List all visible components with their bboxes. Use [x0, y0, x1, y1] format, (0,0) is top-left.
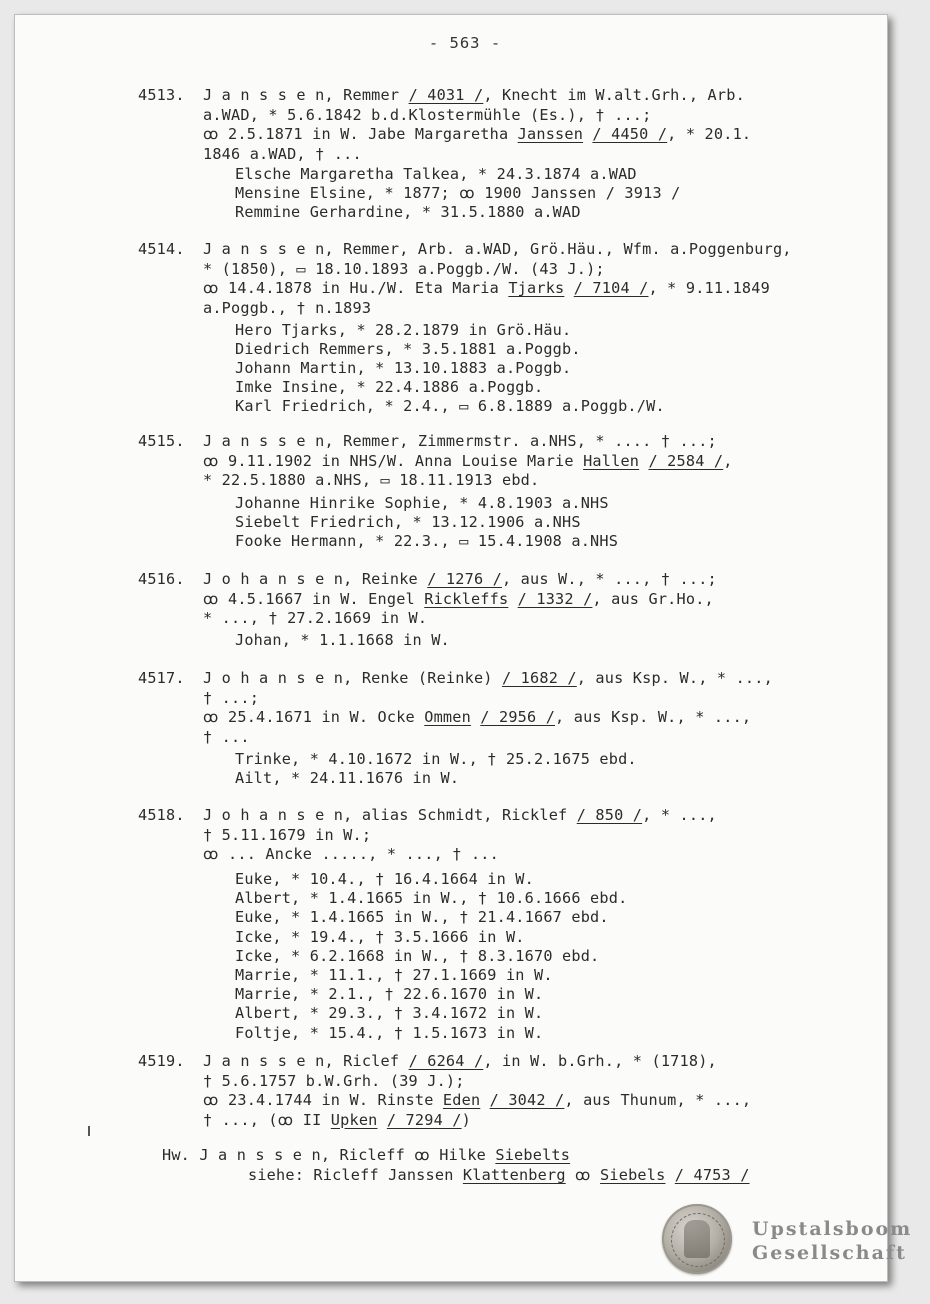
child-line: Foltje, * 15.4., † 1.5.1673 in W.	[235, 1023, 544, 1042]
child-line: Trinke, * 4.10.1672 in W., † 25.2.1675 ebd.	[235, 750, 637, 768]
reference-number: / 7294 /	[386, 1110, 462, 1129]
hw-line-1	[162, 1146, 570, 1164]
spouse-surname: Tjarks	[508, 279, 565, 297]
surname: J o h a n s e n	[203, 806, 344, 824]
entry-text: , Reinke	[343, 570, 428, 588]
seal-figure	[684, 1220, 710, 1258]
entry-line	[203, 826, 371, 844]
entry-text: † 5.6.1757 b.W.Grh. (39 J.);	[203, 1071, 465, 1090]
entry-line	[203, 570, 717, 588]
entry-line	[203, 689, 259, 707]
margin-mark	[88, 1126, 90, 1136]
entry-text: ꝏ ... Ancke ....., * ..., † ...	[203, 845, 499, 863]
hw-see-name-1: Klattenberg	[462, 1166, 566, 1184]
spouse-surname: Hallen	[583, 451, 640, 470]
entry-line	[203, 845, 499, 863]
child-line: Mensine Elsine, * 1877; ꝏ 1900 Janssen / 3913 /	[235, 184, 681, 202]
entry-text: , * 9.11.1849	[648, 279, 770, 297]
entry-line	[203, 432, 717, 450]
child-line: Elsche Margaretha Talkea, * 24.3.1874 a.WAD	[235, 165, 637, 183]
entry-text: * (1850), ▭ 18.10.1893 a.Poggb./W. (43 J.);	[203, 259, 605, 278]
entry-text: a.WAD, * 5.6.1842 b.d.Klostermühle (Es.), † ...;	[203, 105, 652, 124]
entry-line	[203, 708, 751, 726]
reference-number: / 850 /	[576, 806, 643, 824]
entry-text	[480, 1091, 489, 1109]
reference-number: / 3042 /	[489, 1091, 565, 1109]
entry-text: , * 20.1.	[667, 125, 752, 143]
hw-marriage-symbol: ꝏ	[565, 1166, 601, 1184]
reference-number: / 1276 /	[427, 570, 502, 588]
entry-number: 4513.	[138, 86, 185, 104]
entry-text: , in W. b.Grh., * (1718),	[483, 1052, 717, 1070]
entry-line	[203, 609, 427, 627]
entry-text: , Renke (Reinke)	[343, 669, 502, 687]
child-line: Euke, * 1.4.1665 in W., † 21.4.1667 ebd.	[235, 908, 609, 927]
reference-number: / 7104 /	[573, 279, 649, 297]
seal-icon	[662, 1204, 732, 1274]
entry-text: * ..., † 27.2.1669 in W.	[203, 609, 428, 627]
entry-text: 1846 a.WAD, † ...	[203, 144, 362, 163]
entry-line	[203, 260, 605, 278]
spouse-surname: Eden	[442, 1091, 481, 1109]
entry-text: * 22.5.1880 a.NHS, ▭ 18.11.1913 ebd.	[203, 471, 540, 489]
entry-line	[203, 279, 770, 297]
spouse-surname: Upken	[330, 1110, 378, 1129]
entry-text: ꝏ 2.5.1871 in W. Jabe Margaretha	[203, 125, 518, 143]
hw-text: , Ricleff ꝏ Hilke	[320, 1146, 496, 1164]
entry-text	[471, 708, 480, 726]
entry-text: , alias Schmidt, Ricklef	[343, 806, 577, 824]
entry-text	[564, 279, 573, 297]
hw-see-text: siehe: Ricleff Janssen	[248, 1166, 463, 1184]
child-line: Icke, * 19.4., † 3.5.1666 in W.	[235, 927, 525, 946]
hw-surname: J a n s s e n	[199, 1146, 321, 1164]
child-line: Remmine Gerhardine, * 31.5.1880 a.WAD	[235, 203, 581, 221]
child-line: Siebelt Friedrich, * 13.12.1906 a.NHS	[235, 513, 581, 531]
entry-text: a.Poggb., † n.1893	[203, 298, 372, 317]
surname: J o h a n s e n	[203, 570, 344, 588]
entry-number: 4518.	[138, 806, 185, 824]
entry-line	[203, 1052, 717, 1070]
entry-line	[203, 806, 717, 824]
entry-text	[378, 1111, 387, 1129]
entry-line	[203, 590, 714, 608]
entry-number: 4514.	[138, 240, 185, 258]
entry-text: , * ...,	[642, 806, 717, 824]
page-number: - 563 -	[428, 34, 502, 52]
hw-spouse-name: Siebelts	[495, 1146, 571, 1164]
entry-text: )	[461, 1110, 471, 1129]
entry-line	[203, 240, 792, 258]
entry-line	[203, 1072, 465, 1090]
entry-text: ꝏ 23.4.1744 in W. Rinste	[203, 1091, 443, 1109]
hw-prefix: Hw.	[162, 1146, 200, 1164]
reference-number: / 2956 /	[480, 708, 556, 726]
entry-line	[203, 471, 539, 489]
entry-number: 4519.	[138, 1052, 185, 1070]
child-line: Hero Tjarks, * 28.2.1879 in Grö.Häu.	[235, 321, 572, 339]
entry-number: 4516.	[138, 570, 185, 588]
hw-reference: / 4753 /	[674, 1166, 750, 1184]
entry-number: 4517.	[138, 669, 185, 687]
child-line: Fooke Hermann, * 22.3., ▭ 15.4.1908 a.NHS	[235, 532, 619, 550]
entry-line	[203, 669, 773, 687]
entry-text: ꝏ 9.11.1902 in NHS/W. Anna Louise Marie	[203, 451, 584, 470]
brand-line-1: Upstalsboom	[752, 1218, 913, 1240]
entry-text: , aus Ksp. W., * ...,	[576, 669, 773, 687]
reference-number: / 1332 /	[517, 589, 593, 608]
entry-text: ꝏ 14.4.1878 in Hu./W. Eta Maria	[203, 279, 509, 297]
entry-line	[203, 1111, 471, 1129]
reference-number: / 6264 /	[408, 1052, 484, 1070]
spouse-surname: Rickleffs	[424, 589, 509, 608]
hw-line-2	[248, 1166, 750, 1184]
entry-text: ,	[723, 451, 733, 470]
child-line: Johan, * 1.1.1668 in W.	[235, 631, 450, 649]
entry-text: , aus W., * ..., † ...;	[502, 570, 717, 588]
entry-text: , Knecht im W.alt.Grh., Arb.	[483, 86, 745, 104]
entry-text: , Remmer, Zimmermstr. a.NHS, * .... † ...;	[324, 432, 717, 450]
entry-text: , aus Ksp. W., * ...,	[555, 708, 752, 726]
entry-text: † 5.11.1679 in W.;	[203, 825, 372, 844]
entry-line	[203, 106, 652, 124]
surname: J a n s s e n	[203, 432, 325, 450]
entry-text: † ...;	[203, 688, 260, 707]
entry-text: † ..., (ꝏ II	[203, 1110, 331, 1129]
reference-number: / 1682 /	[502, 669, 577, 687]
reference-number: / 4031 /	[408, 86, 484, 104]
reference-number: / 2584 /	[648, 451, 724, 470]
child-line: Johanne Hinrike Sophie, * 4.8.1903 a.NHS	[235, 494, 609, 512]
child-line: Karl Friedrich, * 2.4., ▭ 6.8.1889 a.Poggb./W.	[235, 397, 665, 415]
entry-text: , aus Thunum, * ...,	[564, 1091, 752, 1109]
entry-text: , Remmer, Arb. a.WAD, Grö.Häu., Wfm. a.Poggenburg,	[324, 240, 792, 258]
spouse-surname: Ommen	[424, 708, 471, 726]
brand-line-2: Gesellschaft	[752, 1242, 907, 1264]
entry-line	[203, 125, 751, 143]
entry-text: , Remmer	[324, 86, 409, 104]
entry-text: ꝏ 4.5.1667 in W. Engel	[203, 589, 425, 608]
entry-line	[203, 145, 362, 163]
child-line: Albert, * 29.3., † 3.4.1672 in W.	[235, 1004, 544, 1023]
child-line: Ailt, * 24.11.1676 in W.	[235, 769, 460, 787]
entry-text: † ...	[203, 727, 250, 746]
entry-text: , aus Gr.Ho.,	[592, 589, 714, 608]
entry-text	[508, 590, 517, 608]
entry-line	[203, 452, 733, 470]
child-line: Albert, * 1.4.1665 in W., † 10.6.1666 ebd.	[235, 889, 628, 908]
entry-text: , Riclef	[324, 1052, 409, 1070]
child-line: Icke, * 6.2.1668 in W., † 8.3.1670 ebd.	[235, 946, 600, 965]
entry-line	[203, 299, 371, 317]
child-line: Marrie, * 11.1., † 27.1.1669 in W.	[235, 966, 553, 984]
entry-line	[203, 728, 250, 746]
entry-text: ꝏ 25.4.1671 in W. Ocke	[203, 708, 425, 726]
entry-number: 4515.	[138, 432, 185, 450]
child-line: Imke Insine, * 22.4.1886 a.Poggb.	[235, 378, 544, 396]
surname: J a n s s e n	[203, 1052, 325, 1070]
surname: J a n s s e n	[203, 86, 325, 104]
child-line: Marrie, * 2.1., † 22.6.1670 in W.	[235, 985, 544, 1004]
reference-number: / 4450 /	[592, 125, 668, 143]
entry-line	[203, 86, 745, 104]
surname: J a n s s e n	[203, 240, 325, 258]
entry-line	[203, 1091, 751, 1109]
child-line: Diedrich Remmers, * 3.5.1881 a.Poggb.	[235, 340, 581, 358]
child-line: Johann Martin, * 13.10.1883 a.Poggb.	[235, 359, 572, 377]
surname: J o h a n s e n	[203, 669, 344, 687]
child-line: Euke, * 10.4., † 16.4.1664 in W.	[235, 870, 534, 888]
hw-see-name-2: Siebels	[600, 1166, 666, 1184]
spouse-surname: Janssen	[517, 125, 584, 143]
